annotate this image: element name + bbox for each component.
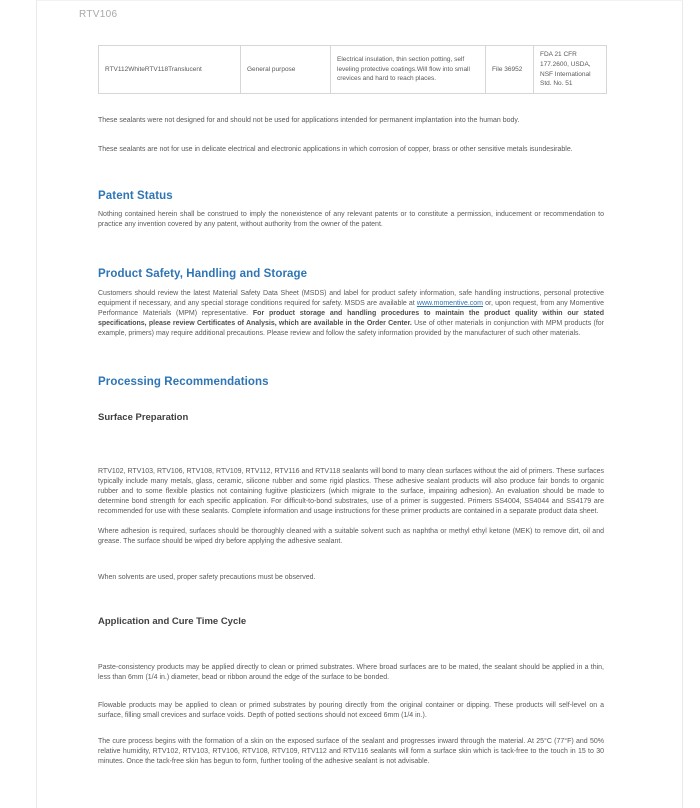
cell-product-description: Electrical insulation, thin section potting, self leveling protective coatings.Will flow into small crevices and hard to reach places. [331,46,486,94]
surface-cleaning-paragraph: Where adhesion is required, surfaces should be thoroughly cleaned with a suitable solvent such as naphtha or methyl ethyl ketone (MEK) to remove dirt, oil and grease. The surface should be wiped dry before applying the adhesive sealant. [98,528,604,546]
momentive-website-link[interactable]: www.momentive.com [416,299,484,307]
document-content [37,45,682,767]
cell-product-type: General purpose [241,46,331,94]
solvent-precaution-note: When solvents are used, proper safety precautions must be observed. [98,574,316,581]
product-spec-table [98,45,607,94]
disclaimer-implantation: These sealants were not designed for and should not be used for applications intended for permanent implantation into the human body. [98,117,520,124]
safety-text-bold-storage: For product storage and handling procedures to maintain the product quality within our stated specifications, please review Certificates of Analysis, which are available in the Order Center. [98,309,604,327]
subsection-title-surface-preparation: Surface Preparation [98,412,189,424]
patent-status-text: Nothing contained herein shall be construed to imply the nonexistence of any relevant patents or to constitute a permission, inducement or recommendation to practice any invention covered by any patent, without authority from the owner of the patent. [98,210,604,228]
document-page [36,0,683,808]
subsection-title-application-cure: Application and Cure Time Cycle [98,615,247,627]
document-id-label: RTV106 [79,9,118,20]
cell-agency-approvals: FDA 21 CFR 177.2600, USDA, NSF International Std. No. 51 [534,46,607,94]
product-safety-text [98,289,604,339]
cell-product-name: RTV112WhiteRTV118Translucent [99,46,241,94]
section-title-processing-recommendations: Processing Recommendations [98,376,269,389]
safety-text-before-link: Customers should review the latest Material Safety Data Sheet (MSDS) and label for product safety information, safe handling instructions, personal protective equipment if necessary, and any special storage conditions required for safety. MSDS are available at [98,289,604,307]
cure-process-paragraph: The cure process begins with the formation of a skin on the exposed surface of the sealant and progresses inward through the material. At 25°C (77°F) and 50% relative humidity, RTV102, RTV103, RTV106, RTV108, RTV109, RTV112 and RTV116 sealants will form a surface skin which is tack-free to the touch in 15 to 30 minutes. Once the tack-free skin has begun to form, further tooling of the adhesive sealant is not advisable. [98,737,604,765]
cell-file-number: File 36952 [486,46,534,94]
section-title-product-safety: Product Safety, Handling and Storage [98,267,308,280]
safety-text-after-link: or, upon request, from any Momentive Performance Materials (MPM) representative. [98,299,604,317]
safety-text-end: Use of other materials in conjunction with MPM products (for example, primers) may require additional precautions. Please review and follow the safety information provided by the manufacturer of such other materials. [98,319,605,337]
surface-preparation-paragraph: RTV102, RTV103, RTV106, RTV108, RTV109, RTV112, RTV116 and RTV118 sealants will bond to many clean surfaces without the aid of primers. These surfaces typically include many metals, glass, ceramic, silicone rubber and some rigid plastics. These adhesive sealant products will also produce fair bonds to organic rubber and to some flexible plastics not containing fugitive plasticizers (which migrate to the surface, impairing adhesion). An evaluation should be made to determine bond strength for each specific application. For difficult-to-bond substrates, use of a primer is suggested. Primers SS4004, SS4044 and SS4179 are recommended for use with these sealants. Complete information and usage instructions for these primer products are contained in a separate product data sheet. [98,468,604,516]
disclaimer-corrosion: These sealants are not for use in delicate electrical and electronic applications in which corrosion of copper, brass or other sensitive metals isundesirable. [98,145,573,153]
paste-consistency-paragraph: Paste-consistency products may be applied directly to clean or primed substrates. Where broad surfaces are to be mated, the sealant should be applied in a thin, less than 6mm (1/4 in.) diameter, bead or ribbon around the edge of the surface to be bonded. [98,663,604,681]
section-title-patent-status: Patent Status [98,189,173,202]
flowable-products-paragraph: Flowable products may be applied to clean or primed substrates by pouring directly from the original container or dipping. These products will self-level on a surface, filling small crevices and surface voids. Depth of potted sections should not exceed 6mm (1/4 in.). [98,701,604,719]
table-row [99,46,607,94]
